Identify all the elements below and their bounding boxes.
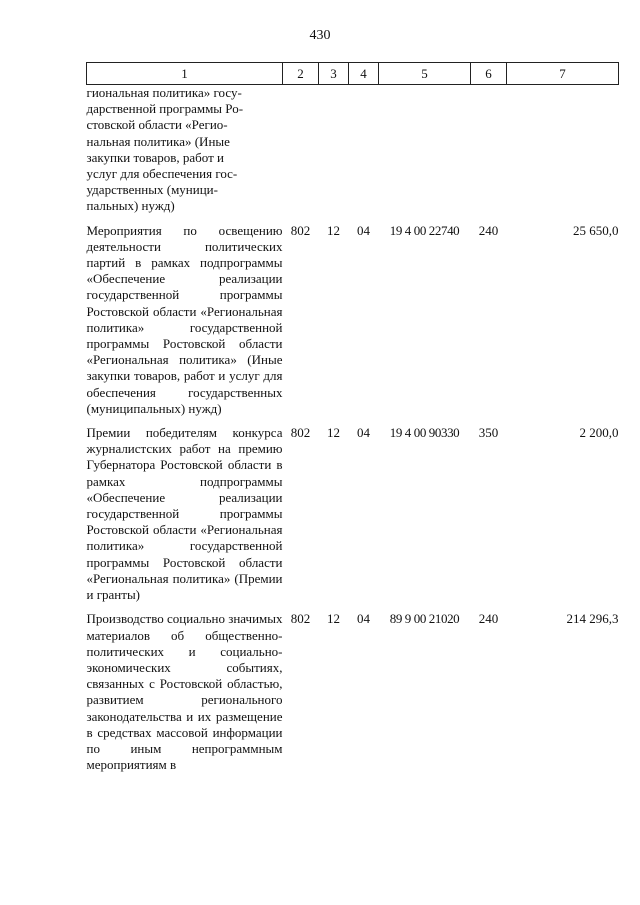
header-col-5: 5 <box>379 63 471 85</box>
table-header-row <box>87 63 619 85</box>
row-ministry <box>283 85 319 215</box>
header-col-7: 7 <box>507 63 619 85</box>
row-name: Производство социально значимых материалов об общественно-политических и социально-экономических событиях, связанных с Ростовской областью, развитием регионального законодательства и их размещение в средствах массовой информации по иным непрограммным мероприятиям в <box>86 611 283 773</box>
row-amount: 214 296,3 <box>566 611 619 627</box>
header-col-3: 3 <box>319 63 349 85</box>
page-number: 430 <box>309 28 331 43</box>
header-col-4: 4 <box>349 63 379 85</box>
row-target: 19 4 00 22740 <box>389 222 460 238</box>
table-row <box>87 85 619 215</box>
header-col-6: 6 <box>471 63 507 85</box>
table-row <box>87 611 619 773</box>
row-expense-type: 350 <box>478 425 499 441</box>
row-section <box>319 85 349 215</box>
row-target: 19 4 00 90330 <box>389 425 460 441</box>
row-subsection: 04 <box>357 222 370 238</box>
row-target: 89 9 00 21020 <box>389 611 460 627</box>
row-subsection: 04 <box>357 611 370 627</box>
row-expense-type: 240 <box>478 222 499 238</box>
header-col-1: 1 <box>87 63 283 85</box>
row-name: гиональная политика» госу- дарственной программы Ро- стовской области «Регио- нальная политика» (Иные закупки товаров, работ и услуг для обеспечения гос- ударственных (муници- пальных) нужд) <box>86 85 244 214</box>
row-amount: 25 650,0 <box>573 222 619 238</box>
row-section: 12 <box>327 425 340 441</box>
row-expense-type: 240 <box>478 611 499 627</box>
row-target <box>379 85 471 215</box>
row-ministry: 802 <box>290 222 311 238</box>
budget-table <box>86 62 619 773</box>
row-ministry: 802 <box>290 611 311 627</box>
row-section: 12 <box>327 222 340 238</box>
header-col-2: 2 <box>283 63 319 85</box>
row-expense-type <box>471 85 507 215</box>
row-ministry: 802 <box>290 425 311 441</box>
row-name: Мероприятия по освещению деятельности политических партий в рамках подпрограммы «Обеспечение реализации государственной программы Ростовской области «Региональная политика» государственной программы Ростовской области «Региональная политика» (Иные закупки товаров, работ и услуг для обеспечения государственных (муниципальных) нужд) <box>86 222 283 416</box>
table-row <box>87 223 619 417</box>
table-row <box>87 425 619 603</box>
row-subsection <box>349 85 379 215</box>
row-subsection: 04 <box>357 425 370 441</box>
row-section: 12 <box>327 611 340 627</box>
row-amount <box>507 85 619 215</box>
row-amount: 2 200,0 <box>579 425 619 441</box>
row-name: Премии победителям конкурса журналистских работ на премию Губернатора Ростовской области в рамках подпрограммы «Обеспечение реализации государственной программы Ростовской области «Региональная политика» государственной программы Ростовской области «Региональная политика» (Премии и гранты) <box>86 425 283 603</box>
